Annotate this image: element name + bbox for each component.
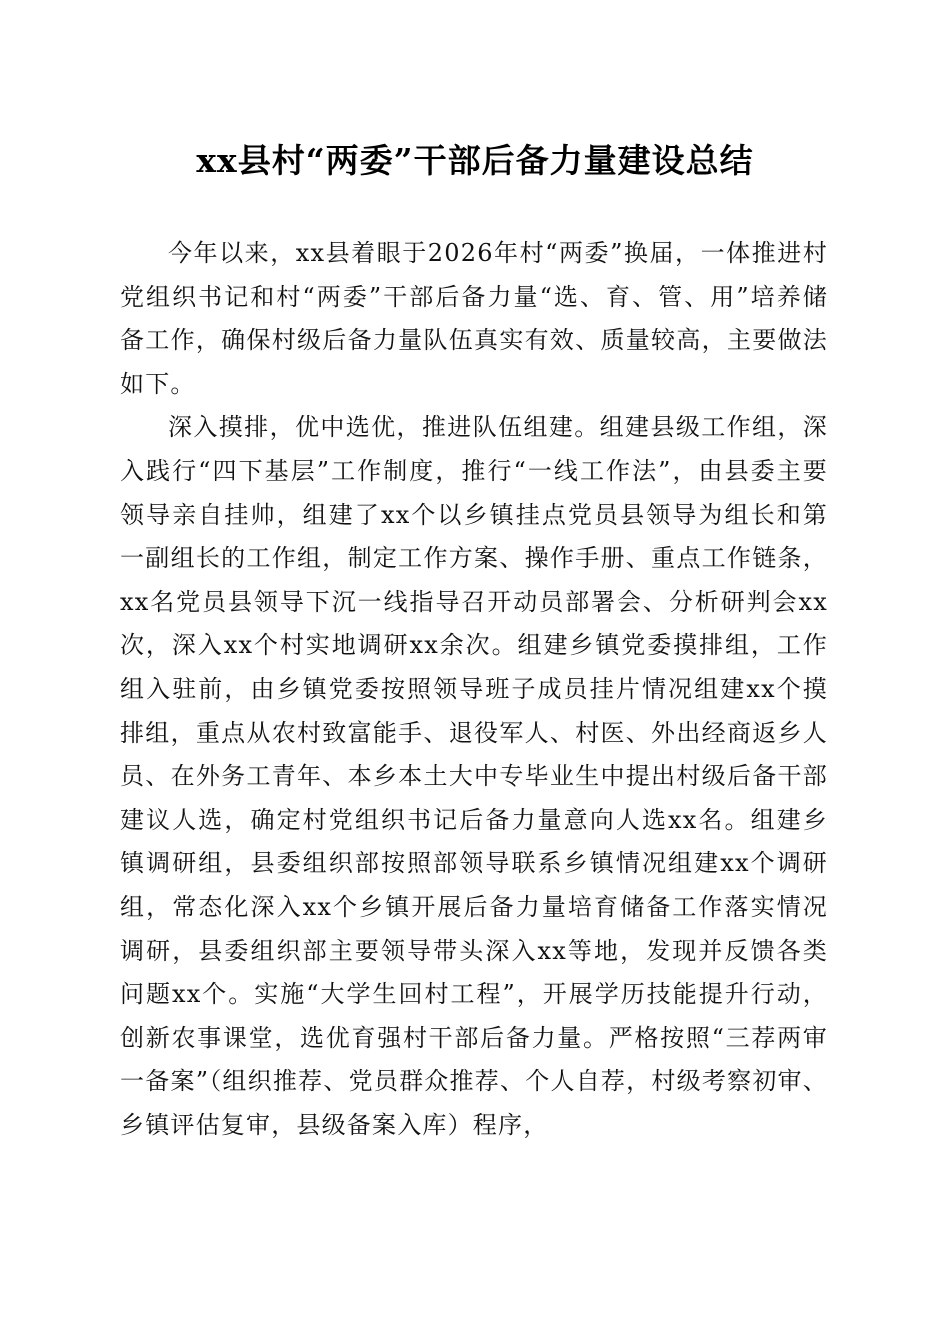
document-title: xx县村“两委”干部后备力量建设总结 (196, 141, 754, 180)
paragraph-team-building: 深入摸排，优中选优，推进队伍组建。组建县级工作组，深入践行“四下基层”工作制度，推行“一线工作法”，由县委主要领导亲自挂帅，组建了xx个以乡镇挂点党员县领导为组长和第一副组长的工作组，制定工作方案、操作手册、重点工作链条，xx名党员县领导下沉一线指导召开动员部署会、分析研判会xx次，深入xx个村实地调研xx余次。组建乡镇党委摸排组，工作组入驻前，由乡镇党委按照领导班子成员挂片情况组建xx个摸排组，重点从农村致富能手、退役军人、村医、外出经商返乡人员、在外务工青年、本乡本土大中专毕业生中提出村级后备干部建议人选，确定村党组织书记后备力量意向人选xx名。组建乡镇调研组，县委组织部按照部领导联系乡镇情况组建xx个调研组，常态化深入xx个乡镇开展后备力量培育储备工作落实情况调研，县委组织部主要领导带头深入xx等地，发现并反馈各类问题xx个。实施“大学生回村工程”，开展学历技能提升行动，创新农事课堂，选优育强村干部后备力量。严格按照“三荐两审一备案”（组织推荐、党员群众推荐、个人自荐，村级考察初审、乡镇评估复审，县级备案入库）程序， (120, 413, 828, 1139)
document-body (120, 232, 828, 1147)
paragraph-intro: 今年以来，xx县着眼于2026年村“两委”换届，一体推进村党组织书记和村“两委”干部后备力量“选、育、管、用”培养储备工作，确保村级后备力量队伍真实有效、质量较高，主要做法如下。 (120, 239, 828, 398)
